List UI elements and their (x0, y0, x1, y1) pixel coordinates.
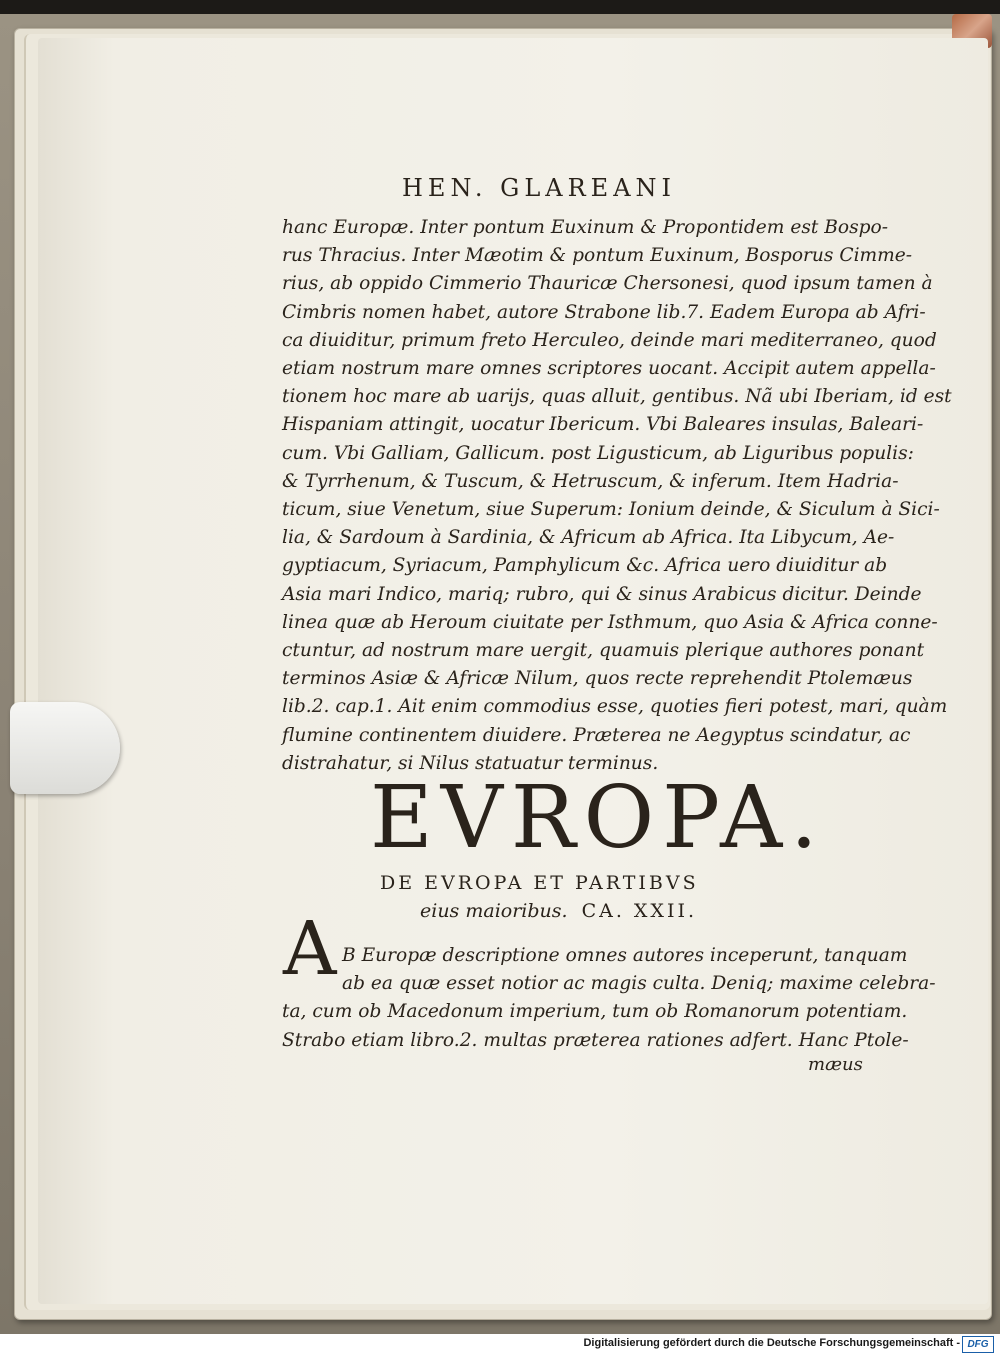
chapter-sub-italic: eius maioribus. (420, 900, 568, 922)
body-line: ca diuiditur, primum freto Herculeo, deinde mari mediterraneo, quod (282, 329, 937, 351)
body-line: hanc Europæ. Inter pontum Euxinum & Propontidem est Bospo- (282, 217, 889, 238)
body-line: rus Thracius. Inter Mæotim & pontum Euxinum, Bosporus Cimme- (282, 245, 913, 267)
body-line: & Tyrrhenum, & Tuscum, & Hetruscum, & inferum. Item Hadria- (282, 470, 899, 492)
section-title: EVROPA. (370, 768, 826, 868)
page-clip (10, 702, 120, 794)
body-line: distrahatur, si Nilus statuatur terminus. (282, 752, 659, 774)
scan-top-edge (0, 0, 1000, 14)
para-line: ta, cum ob Macedonum imperium, tum ob Romanorum potentiam. (282, 1001, 908, 1023)
body-line: flumine continentem diuidere. Præterea ne Aegyptus scindatur, ac (282, 724, 911, 746)
body-line: rius, ab oppido Cimmerio Thauricæ Chersonesi, quod ipsum tamen à (282, 273, 933, 295)
body-text (282, 214, 952, 778)
body-line: ctuntur, ad nostrum mare uergit, quamuis plerique authores ponant (282, 640, 925, 662)
drop-cap: A (283, 906, 337, 992)
footer-credit: Digitalisierung gefördert durch die Deutsche Forschungsgemeinschaft - (583, 1337, 960, 1349)
dfg-logo-icon: DFG (962, 1336, 994, 1353)
body-line: etiam nostrum mare omnes scriptores uocant. Accipit autem appella- (282, 358, 936, 380)
body-line: cum. Vbi Galliam, Gallicum. post Ligusticum, ab Liguribus populis: (282, 442, 914, 464)
body-line: gyptiacum, Syriacum, Pamphylicum &c. Africa uero diuiditur ab (282, 555, 888, 577)
body-line: lib.2. cap.1. Ait enim commodius esse, quoties fieri potest, mari, quàm (282, 696, 948, 718)
para-line: B Europæ descriptione omnes autores inceperunt, tanquam (342, 945, 908, 966)
chapter-subheading (420, 900, 780, 922)
body-line: terminos Asiæ & Africæ Nilum, quos recte reprehendit Ptolemæus (282, 668, 913, 690)
body-line: lia, & Sardoum à Sardinia, & Africum ab Africa. Ita Libycum, Ae- (282, 527, 895, 549)
chapter-heading: DE EVROPA ET PARTIBVS (380, 872, 699, 894)
running-head: HEN. GLAREANI (402, 174, 677, 202)
body-line: tionem hoc mare ab uarijs, quas alluit, gentibus. Nã ubi Iberiam, id est (282, 386, 952, 408)
body-line: ticum, siue Venetum, siue Superum: Ionium deinde, & Siculum à Sici- (282, 499, 940, 521)
para-line: ab ea quæ esset notior ac magis culta. Deniq; maxime celebra- (342, 973, 936, 995)
body-line: Cimbris nomen habet, autore Strabone lib.7. Eadem Europa ab Afri- (282, 301, 926, 323)
para-line: Strabo etiam libro.2. multas præterea rationes adfert. Hanc Ptole- (282, 1029, 909, 1051)
body-line: Hispaniam attingit, uocatur Ibericum. Vbi Baleares insulas, Baleari- (282, 414, 924, 436)
chapter-paragraph (282, 942, 936, 1055)
catchword: mæus (808, 1054, 863, 1075)
footer-bar (0, 1334, 1000, 1354)
body-line: Asia mari Indico, mariq; rubro, qui & sinus Arabicus dicitur. Deinde (282, 583, 922, 605)
body-line: linea quæ ab Heroum ciuitate per Isthmum, quo Asia & Africa conne- (282, 611, 938, 633)
chapter-number: CA. XXII. (581, 900, 698, 922)
